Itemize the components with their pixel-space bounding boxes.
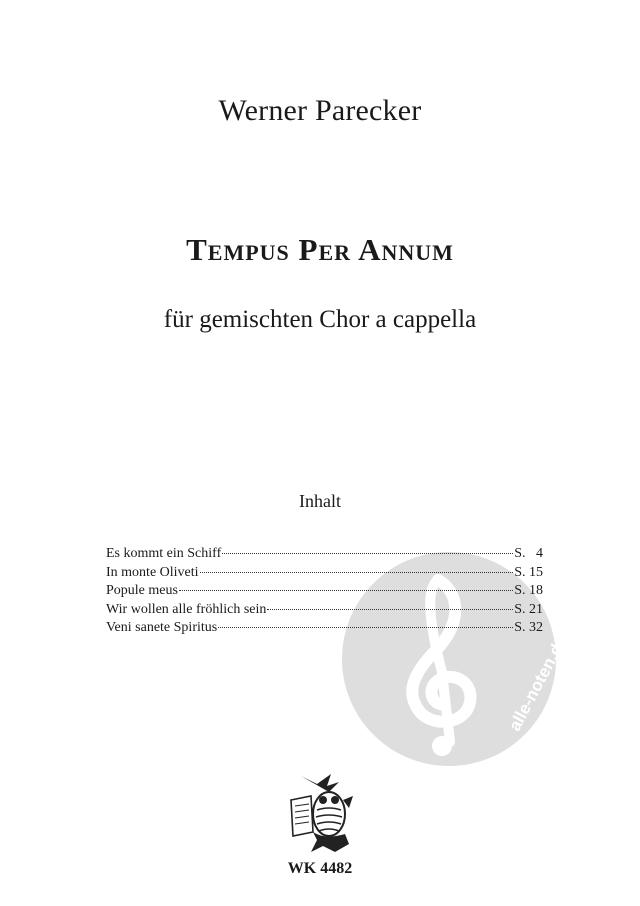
toc-entry-page: S. 18	[514, 583, 543, 598]
toc-entry-page: S. 21	[514, 601, 543, 617]
toc-entry	[106, 619, 543, 638]
watermark-text: alle-noten.de	[504, 632, 571, 735]
toc-entry-title: Veni sanete Spiritus	[106, 620, 218, 635]
toc-entry-page: S. 4	[514, 546, 543, 561]
toc-entry-title: Es kommt ein Schiff	[106, 546, 222, 561]
toc-entry-title: Popule meus	[106, 583, 178, 598]
composer-name: Werner Parecker	[218, 94, 422, 127]
toc-leader-dots	[179, 579, 513, 591]
toc-entry-page: S. 32	[514, 620, 543, 635]
toc-leader-dots	[218, 616, 513, 628]
contents-heading: Inhalt	[299, 491, 341, 511]
toc-entry-title: In monte Oliveti	[106, 564, 199, 580]
catalog-number: WK 4482	[287, 860, 353, 877]
work-subtitle: für gemischten Chor a cappella	[163, 306, 477, 333]
toc-leader-dots	[200, 561, 514, 573]
toc-entry-title: Wir wollen alle fröhlich sein	[106, 601, 267, 617]
owl-publisher-icon	[283, 770, 357, 858]
toc-leader-dots	[222, 542, 513, 554]
table-of-contents	[106, 545, 543, 638]
toc-entry-page: S. 15	[514, 564, 543, 580]
toc-leader-dots	[267, 598, 513, 610]
work-title: Tempus Per Annum	[186, 232, 454, 267]
